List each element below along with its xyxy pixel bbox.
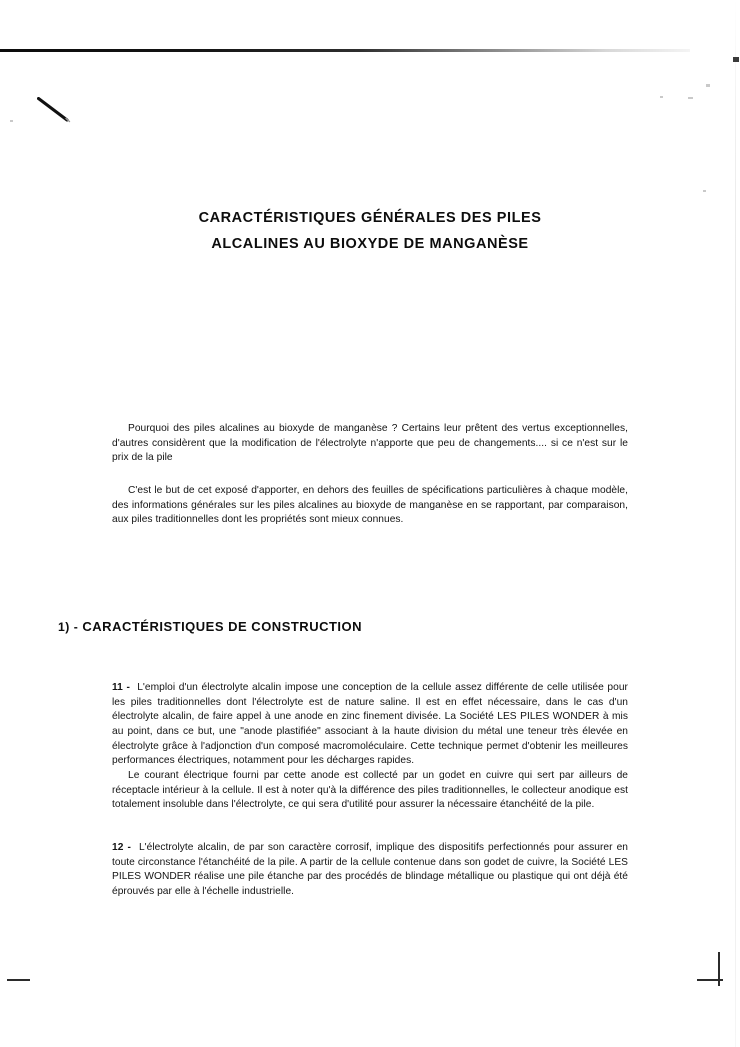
scan-edge-line-top	[0, 49, 690, 52]
paragraph-11	[112, 681, 628, 769]
paragraph-11-continuation	[112, 769, 628, 813]
scan-speck	[706, 84, 710, 87]
document-title-line-2: ALCALINES AU BIOXYDE DE MANGANÈSE	[211, 236, 529, 252]
section-title: CARACTÉRISTIQUES DE CONSTRUCTION	[82, 618, 363, 634]
scan-speck	[10, 120, 13, 122]
paragraph-11-label: 11 -	[112, 682, 130, 694]
paragraph-12	[112, 841, 628, 899]
intro-paragraph-1	[112, 422, 628, 466]
scan-speck-top-right	[733, 57, 739, 62]
crop-mark-bottom-right	[697, 952, 723, 986]
paragraph-11-continuation-text: Le courant électrique fourni par cette anode est collecté par un godet en cuivre qui sert par ailleurs de réceptacle intérieur à la cellule. Il est à noter qu'à la différence des piles traditionnelles, le collecteur anodique est totalement insoluble dans l'électrolyte, ce qui sera d'utilité pour assurer la nécessaire étanchéité de la pile.	[112, 770, 628, 811]
section-heading-1	[58, 619, 362, 634]
crop-mark-bottom-left	[7, 979, 30, 981]
paragraph-12-text: L'électrolyte alcalin, de par son caractère corrosif, implique des dispositifs perfectionnés pour assurer en toute circonstance l'étanchéité de la pile. A partir de la cellule contenue dans son godet de cuivre, la Société LES PILES WONDER réalise une pile étanche par des procédés de blindage métallique ou plastique qui ont déjà été éprouvés par elle à l'échelle industrielle.	[112, 842, 628, 897]
document-title-line-1: CARACTÉRISTIQUES GÉNÉRALES DES PILES	[198, 210, 542, 226]
intro-paragraph-2	[112, 484, 628, 528]
scan-speck	[688, 97, 693, 99]
paragraph-11-text: L'emploi d'un électrolyte alcalin impose une conception de la cellule assez différente de celle utilisée pour les piles traditionnelles dont l'électrolyte est de nature saline. Il est en effet nécessaire, dans le cas d'un électrolyte alcalin, de faire appel à une anode en zinc finement divisée. La Société LES PILES WONDER à mis au point, dans ce but, une "anode plastifiée" associant à la haute division du métal une teneur très élevée en électrolyte grâce à l'adjonction d'un composé macromoléculaire. Cette technique permet d'obtenir les meilleures performances électriques, notamment pour les décharges rapides.	[112, 682, 628, 767]
scan-edge-line-right	[735, 0, 736, 1047]
intro-paragraph-1-text: Pourquoi des piles alcalines au bioxyde de manganèse ? Certains leur prêtent des vertus exceptionnelles, d'autres considèrent que la modification de l'électrolyte n'apporte que peu de changements.... si ce n'est sur le prix de la pile	[112, 423, 628, 464]
paragraph-12-label: 12 -	[112, 842, 131, 854]
crop-mark-vertical	[718, 952, 720, 986]
scan-speck	[660, 96, 663, 98]
handwritten-pen-stroke	[37, 97, 71, 123]
intro-paragraph-2-text: C'est le but de cet exposé d'apporter, en dehors des feuilles de spécifications particulières à chaque modèle, des informations générales sur les piles alcalines au bioxyde de manganèse en se rapportant, par comparaison, aux piles traditionnelles dont les propriétés sont mieux connues.	[112, 485, 628, 526]
scan-speck	[703, 190, 706, 192]
document-title	[0, 205, 740, 257]
section-number: 1) -	[58, 619, 79, 634]
